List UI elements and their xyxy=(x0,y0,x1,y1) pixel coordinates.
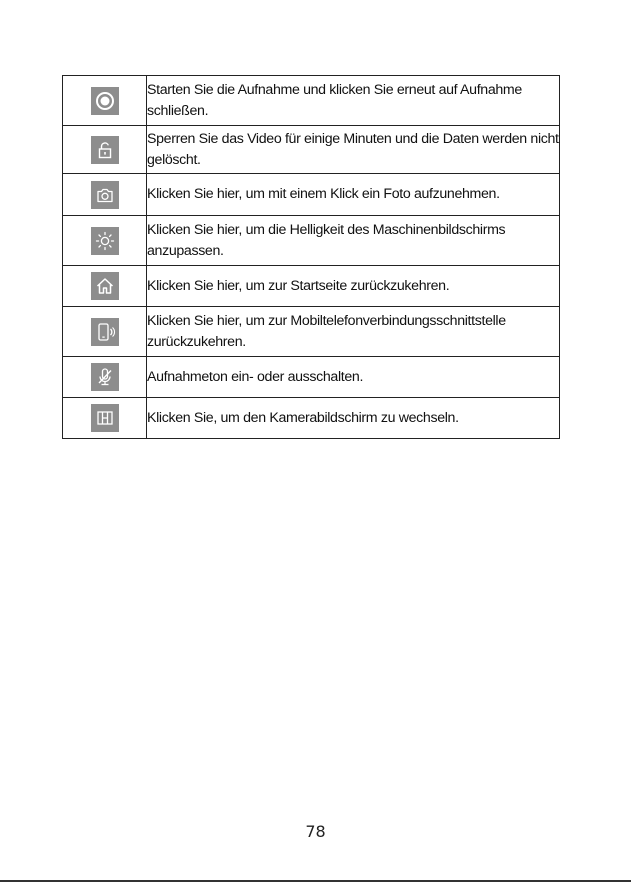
table-row xyxy=(63,357,560,398)
icon-cell xyxy=(63,174,147,216)
icon-cell xyxy=(63,357,147,398)
table-row xyxy=(63,216,560,266)
row-description: Klicken Sie hier, um zur Mobiltelefonverbindungsschnittstelle zurückzukehren. xyxy=(147,307,560,357)
icon-cell xyxy=(63,307,147,357)
icon-cell xyxy=(63,398,147,439)
row-description: Aufnahmeton ein- oder ausschalten. xyxy=(147,357,560,398)
row-description: Klicken Sie, um den Kamerabildschirm zu wechseln. xyxy=(147,398,560,439)
table-row xyxy=(63,266,560,307)
row-description: Klicken Sie hier, um zur Startseite zurückzukehren. xyxy=(147,266,560,307)
phone-connection-icon xyxy=(91,318,119,346)
row-description: Sperren Sie das Video für einige Minuten und die Daten werden nicht gelöscht. xyxy=(147,126,560,174)
table-row xyxy=(63,398,560,439)
row-description: Starten Sie die Aufnahme und klicken Sie erneut auf Aufnahme schließen. xyxy=(147,76,560,126)
page-number: 78 xyxy=(305,822,326,841)
camera-switch-icon xyxy=(91,404,119,432)
camera-icon xyxy=(91,181,119,209)
table-row xyxy=(63,76,560,126)
home-icon xyxy=(91,272,119,300)
row-description: Klicken Sie hier, um mit einem Klick ein Foto aufzunehmen. xyxy=(147,174,560,216)
brightness-icon xyxy=(91,227,119,255)
icon-cell xyxy=(63,266,147,307)
icon-cell xyxy=(63,216,147,266)
table-row xyxy=(63,174,560,216)
lock-icon xyxy=(91,136,119,164)
icon-cell xyxy=(63,126,147,174)
table-row xyxy=(63,307,560,357)
table-row xyxy=(63,126,560,174)
row-description: Klicken Sie hier, um die Helligkeit des Maschinenbildschirms anzupassen. xyxy=(147,216,560,266)
microphone-mute-icon xyxy=(91,363,119,391)
icon-function-table xyxy=(62,75,560,439)
record-icon xyxy=(91,87,119,115)
bottom-divider xyxy=(0,880,631,882)
icon-cell xyxy=(63,76,147,126)
